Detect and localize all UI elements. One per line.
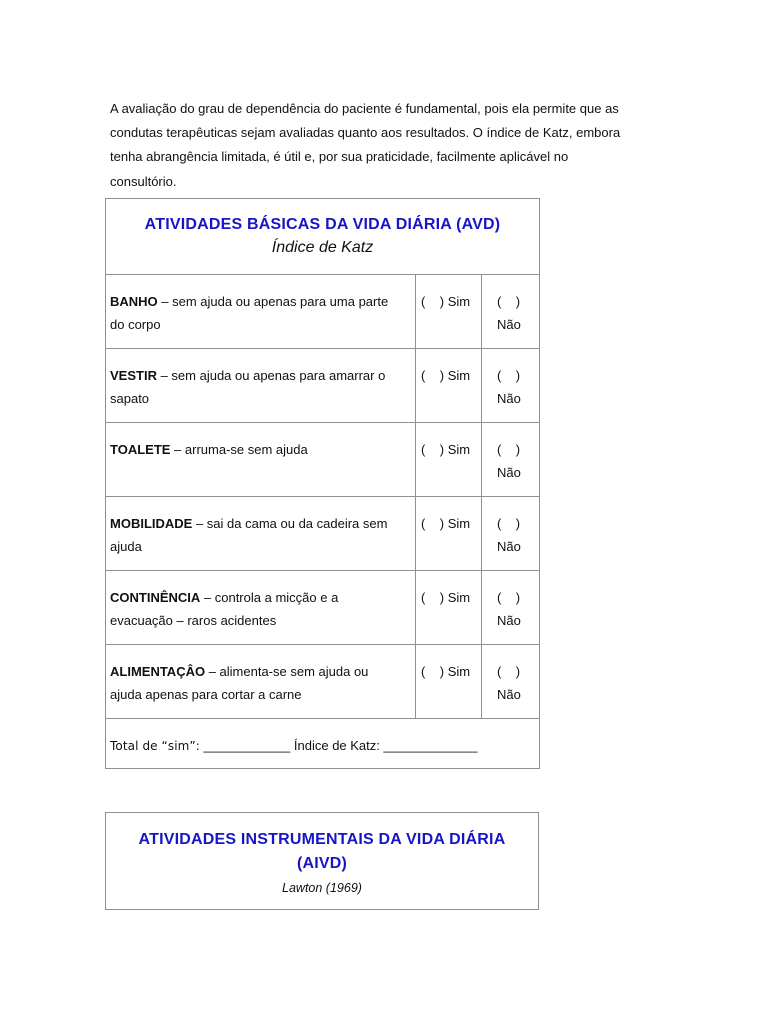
nao-box: ( ): [497, 294, 521, 309]
table-row: [106, 570, 539, 645]
sim-checkbox[interactable]: ( ) Sim: [421, 442, 471, 457]
column-divider: [415, 644, 416, 718]
activity-name: VESTIR: [110, 368, 157, 383]
activity-desc: – sem ajuda ou apenas para amarrar o: [156, 368, 386, 383]
column-divider: [481, 570, 482, 644]
nao-label: Não: [497, 465, 521, 480]
nao-label: Não: [497, 317, 521, 332]
index-label: Índice de Katz:: [293, 738, 380, 753]
intro-line: tenha abrangência limitada, é útil e, por sua praticidade, facilmente aplicável no: [110, 149, 569, 165]
activity-desc: – alimenta-se sem ajuda ou: [205, 664, 369, 679]
activity-desc: – arruma-se sem ajuda: [170, 442, 308, 457]
nao-label: Não: [497, 687, 521, 702]
intro-line: A avaliação do grau de dependência do paciente é fundamental, pois ela permite que as: [110, 101, 619, 116]
nao-checkbox[interactable]: [497, 660, 521, 706]
total-label: Total de “sim”:: [110, 739, 200, 753]
activity-desc-cont: do corpo: [110, 317, 161, 332]
activity-name: ALIMENTAÇÂO: [110, 664, 206, 679]
sim-checkbox[interactable]: ( ) Sim: [421, 590, 471, 605]
column-divider: [415, 570, 416, 644]
table-row: [106, 644, 539, 719]
nao-box: ( ): [497, 590, 521, 605]
activity-name: BANHO: [110, 294, 158, 309]
avd-table: [105, 198, 540, 769]
activity-desc-cont: sapato: [110, 391, 150, 406]
aivd-title-line: ATIVIDADES INSTRUMENTAIS DA VIDA DIÁRIA: [138, 831, 506, 848]
column-divider: [415, 348, 416, 422]
intro-paragraph: [110, 97, 670, 194]
nao-box: ( ): [497, 442, 521, 457]
sim-checkbox[interactable]: ( ) Sim: [421, 664, 471, 679]
activity-name: MOBILIDADE: [110, 516, 193, 531]
table-row: [106, 348, 539, 423]
column-divider: [415, 422, 416, 496]
activity-desc: – sem ajuda ou apenas para uma parte: [157, 294, 389, 309]
intro-line: consultório.: [110, 173, 177, 189]
total-line: [110, 738, 478, 753]
activity-cell: [110, 586, 410, 632]
avd-table-header: [106, 199, 539, 275]
activity-desc-cont: ajuda apenas para cortar a carne: [110, 687, 302, 702]
total-blank-field[interactable]: ____________: [199, 738, 294, 753]
avd-subtitle: Índice de Katz: [271, 239, 374, 256]
activity-cell: [110, 660, 410, 706]
nao-box: ( ): [497, 516, 521, 531]
activity-desc-cont: evacuação – raros acidentes: [110, 613, 277, 628]
activity-cell: [110, 512, 410, 558]
sim-checkbox[interactable]: ( ) Sim: [421, 368, 471, 383]
nao-checkbox[interactable]: [497, 512, 521, 558]
activity-cell: [110, 438, 410, 461]
activity-desc: – controla a micção e a: [200, 590, 339, 605]
intro-line: condutas terapêuticas sejam avaliadas quanto aos resultados. O índice de Katz, embora: [110, 125, 621, 141]
activity-name: CONTINÊNCIA: [110, 590, 201, 605]
column-divider: [415, 274, 416, 348]
nao-label: Não: [497, 539, 521, 554]
table-row: [106, 496, 539, 571]
index-blank-field[interactable]: _____________: [379, 738, 478, 753]
nao-checkbox[interactable]: [497, 586, 521, 632]
activity-cell: [110, 364, 410, 410]
column-divider: [415, 496, 416, 570]
nao-label: Não: [497, 391, 521, 406]
aivd-citation: Lawton (1969): [282, 881, 362, 895]
nao-box: ( ): [497, 368, 521, 383]
activity-desc-cont: ajuda: [110, 539, 142, 554]
column-divider: [481, 422, 482, 496]
table-row: [106, 422, 539, 497]
aivd-title-line: (AIVD): [296, 855, 348, 872]
nao-checkbox[interactable]: [497, 438, 521, 484]
table-row: [106, 274, 539, 349]
sim-checkbox[interactable]: ( ) Sim: [421, 516, 471, 531]
column-divider: [481, 496, 482, 570]
nao-label: Não: [497, 613, 521, 628]
avd-title: ATIVIDADES BÁSICAS DA VIDA DIÁRIA (AVD): [144, 216, 501, 233]
nao-box: ( ): [497, 664, 521, 679]
column-divider: [481, 348, 482, 422]
aivd-table: [105, 812, 539, 910]
column-divider: [481, 644, 482, 718]
activity-name: TOALETE: [110, 442, 171, 457]
nao-checkbox[interactable]: [497, 290, 521, 336]
sim-checkbox[interactable]: ( ) Sim: [421, 294, 471, 309]
aivd-title: [106, 828, 538, 876]
column-divider: [481, 274, 482, 348]
activity-cell: [110, 290, 410, 336]
nao-checkbox[interactable]: [497, 364, 521, 410]
activity-desc: – sai da cama ou da cadeira sem: [192, 516, 388, 531]
